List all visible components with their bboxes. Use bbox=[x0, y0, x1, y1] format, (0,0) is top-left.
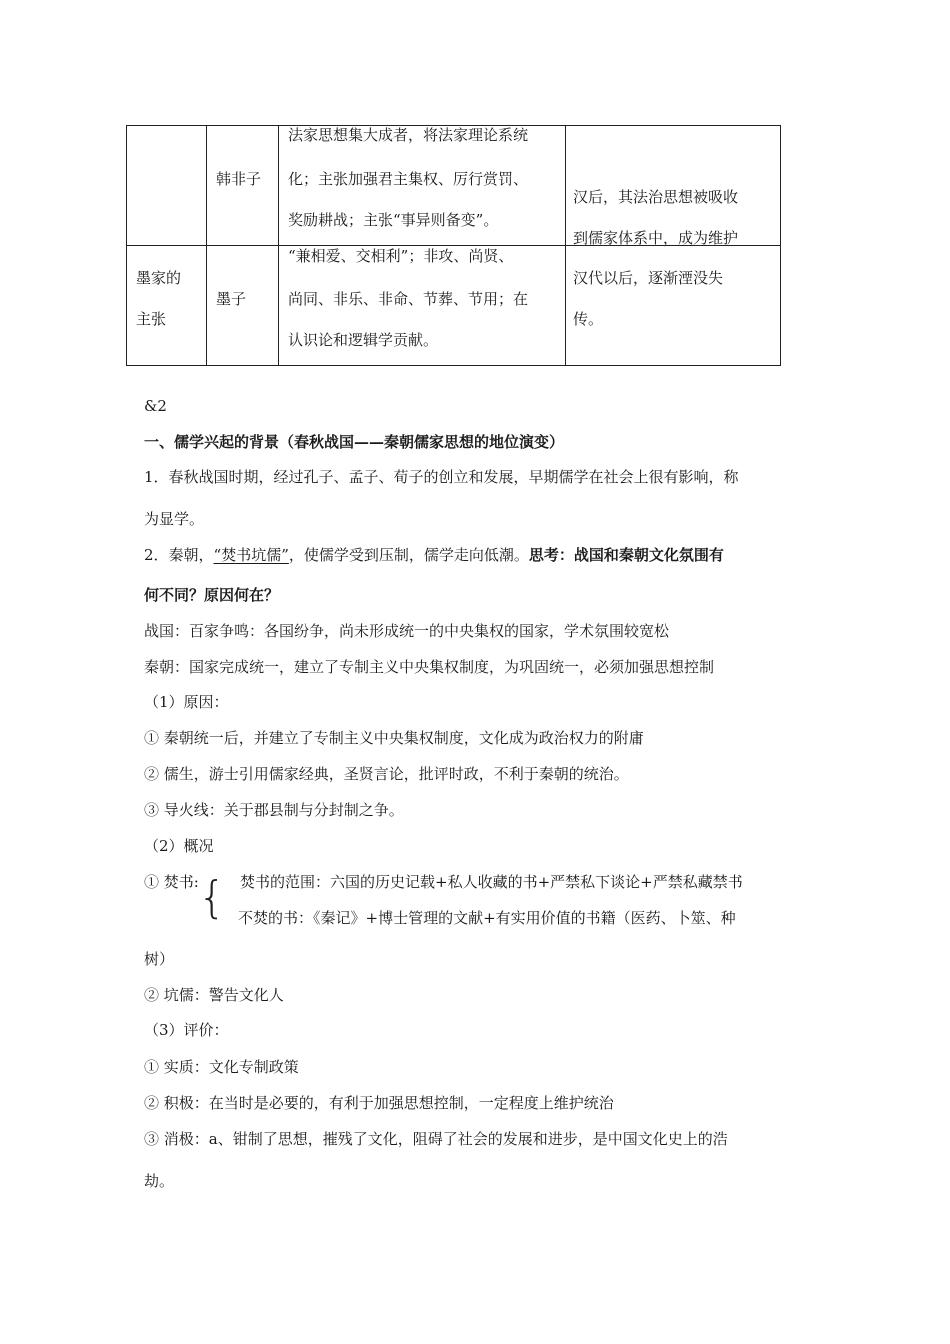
burning-books-term: “焚书坑儒” bbox=[213, 546, 289, 564]
eval-3-line1: ③ 消极：a、钳制了思想，摧残了文化，阻碍了社会的发展和进步，是中国文化史上的浩 bbox=[144, 1130, 728, 1148]
table-border-bottom bbox=[126, 365, 781, 366]
eval-title: （3）评价： bbox=[144, 1021, 229, 1039]
table-cell-r1c3-line1: 法家思想集大成者，将法家理论系统 bbox=[288, 126, 529, 144]
table-cell-r2c3-line3: 认识论和逻辑学贡献。 bbox=[288, 331, 439, 349]
table-cell-r1c4-line1: 汉后，其法治思想被吸收 bbox=[573, 188, 739, 206]
fenshu-not: 不焚的书：《秦记》+博士管理的文献+有实用价值的书籍（医药、卜筮、种 bbox=[238, 909, 736, 927]
qinchao-line: 秦朝：国家完成统一，建立了专制主义中央集权制度，为巩固统一，必须加强思想控制 bbox=[144, 658, 715, 676]
reason-2: ② 儒生，游士引用儒家经典，圣贤言论，批评时政，不利于秦朝的统治。 bbox=[144, 765, 629, 783]
table-cell-r1c3-line3: 奖励耕战；主张“事异则备变”。 bbox=[288, 211, 499, 229]
table-cell-r2c3-line2: 尚同、非乐、非命、节葬、节用；在 bbox=[288, 290, 529, 308]
fenshu-label: ① 焚书: bbox=[144, 873, 199, 891]
table-cell-r2c4-line2: 传。 bbox=[573, 310, 604, 328]
heading-confucianism-background: 一、儒学兴起的背景（春秋战国——秦朝儒家思想的地位演变） bbox=[144, 433, 565, 451]
think-question: 思考：战国和秦朝文化氛围有 bbox=[528, 546, 724, 564]
eval-1: ① 实质：文化专制政策 bbox=[144, 1058, 299, 1076]
para2-mid: ，使儒学受到压制，儒学走向低潮。 bbox=[288, 546, 529, 564]
table-cell-r1c3-line2: 化；主张加强君主集权、厉行赏罚、 bbox=[288, 170, 529, 188]
para2-line1 bbox=[144, 545, 724, 565]
schools-table bbox=[126, 125, 781, 366]
para1-line1: 1．春秋战国时期，经过孔子、孟子、荀子的创立和发展，早期儒学在社会上很有影响，称 bbox=[144, 468, 739, 486]
section-mark: &2 bbox=[144, 397, 167, 415]
eval-3-line2: 劫。 bbox=[144, 1172, 175, 1190]
para2-line2: 何不同？原因何在？ bbox=[144, 586, 280, 604]
reason-1: ① 秦朝统一后，并建立了专制主义中央集权制度，文化成为政治权力的附庸 bbox=[144, 729, 644, 747]
table-cell-r2c1-line1: 墨家的 bbox=[136, 269, 182, 287]
fenshu-not-cont: 树） bbox=[144, 950, 175, 968]
zhanguo-line: 战国：百家争鸣：各国纷争，尚未形成统一的中央集权的国家，学术氛围较宽松 bbox=[144, 622, 670, 640]
reason-3: ③ 导火线：关于郡县制与分封制之争。 bbox=[144, 801, 404, 819]
para1-line2: 为显学。 bbox=[144, 510, 205, 528]
table-cell-r2c4-line1: 汉代以后，逐渐湮没失 bbox=[573, 269, 724, 287]
table-cell-r2c1-line2: 主张 bbox=[136, 310, 167, 328]
kengru-line: ② 坑儒：警告文化人 bbox=[144, 986, 284, 1004]
overview-title: （2）概况 bbox=[144, 837, 214, 855]
fenshu-range: 焚书的范围：六国的历史记载+私人收藏的书+严禁私下谈论+严禁私藏禁书 bbox=[240, 873, 743, 891]
curly-brace-icon: { bbox=[198, 872, 226, 923]
para2-prefix: 2．秦朝， bbox=[144, 546, 214, 564]
eval-2: ② 积极：在当时是必要的，有利于加强思想控制，一定程度上维护统治 bbox=[144, 1094, 614, 1112]
table-cell-r2c2: 墨子 bbox=[216, 290, 247, 308]
reason-title: （1）原因： bbox=[144, 693, 229, 711]
table-cell-r2c3-line1: “兼相爱、交相利”；非攻、尚贤、 bbox=[288, 247, 514, 265]
table-cell-r1c2: 韩非子 bbox=[216, 170, 262, 188]
table-cell-r1c4-line2: 到儒家体系中，成为维护 bbox=[573, 229, 739, 247]
